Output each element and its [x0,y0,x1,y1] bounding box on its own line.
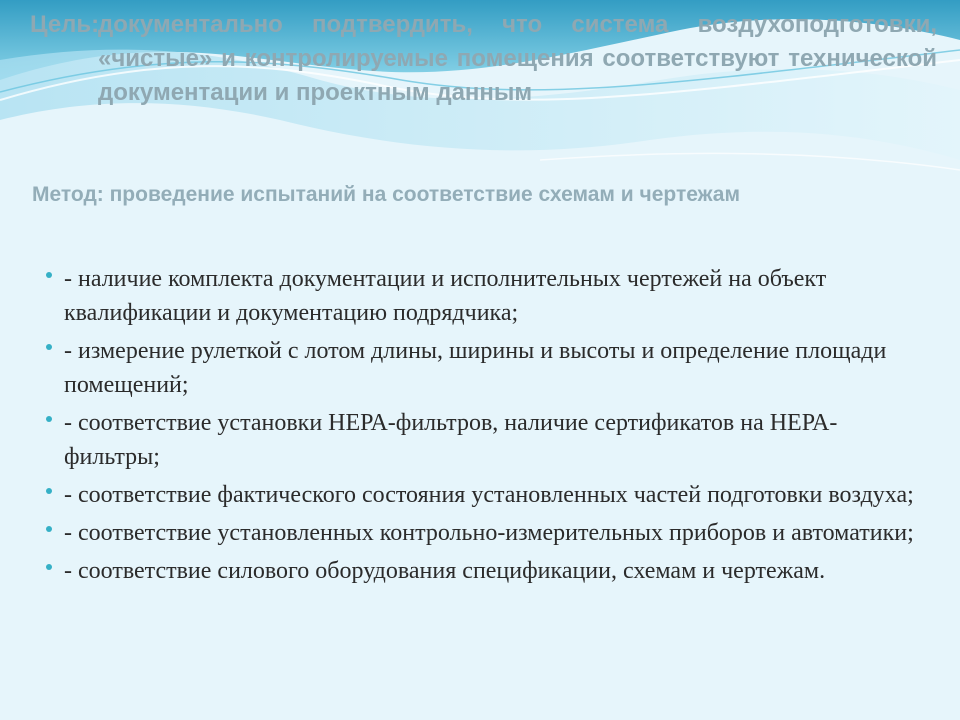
bullet-icon [46,272,52,278]
bullet-icon [46,564,52,570]
goal-label: Цель: [30,11,100,38]
list-item [44,262,924,330]
list-item-text: - соответствие установленных контрольно-измерительных приборов и автоматики; [64,520,914,546]
goal-paragraph [30,8,937,110]
list-item [44,334,924,402]
list-item [44,406,924,474]
bullet-icon [46,526,52,532]
bullet-icon [46,488,52,494]
list-item-text: - соответствие установки НЕРА-фильтров, наличие сертификатов на НЕРА-фильтры; [64,410,838,470]
list-item [44,478,924,512]
goal-text: документально подтвердить, что система воздухоподготовки, «чистые» и контролируемые помещения соответствуют технической документации и проектным данным [98,11,937,106]
bullet-icon [46,416,52,422]
list-item [44,516,924,550]
list-item-text: - соответствие силового оборудования спецификации, схемам и чертежам. [64,558,826,584]
list-item [44,554,924,588]
list-item-text: - наличие комплекта документации и исполнительных чертежей на объект квалификации и документацию подрядчика; [64,266,827,326]
list-item-text: - измерение рулеткой с лотом длины, ширины и высоты и определение площади помещений; [64,338,887,398]
bullet-icon [46,344,52,350]
requirements-list [44,262,924,592]
method-heading: Метод: проведение испытаний на соответствие схемам и чертежам [32,183,741,206]
list-item-text: - соответствие фактического состояния установленных частей подготовки воздуха; [64,482,914,508]
